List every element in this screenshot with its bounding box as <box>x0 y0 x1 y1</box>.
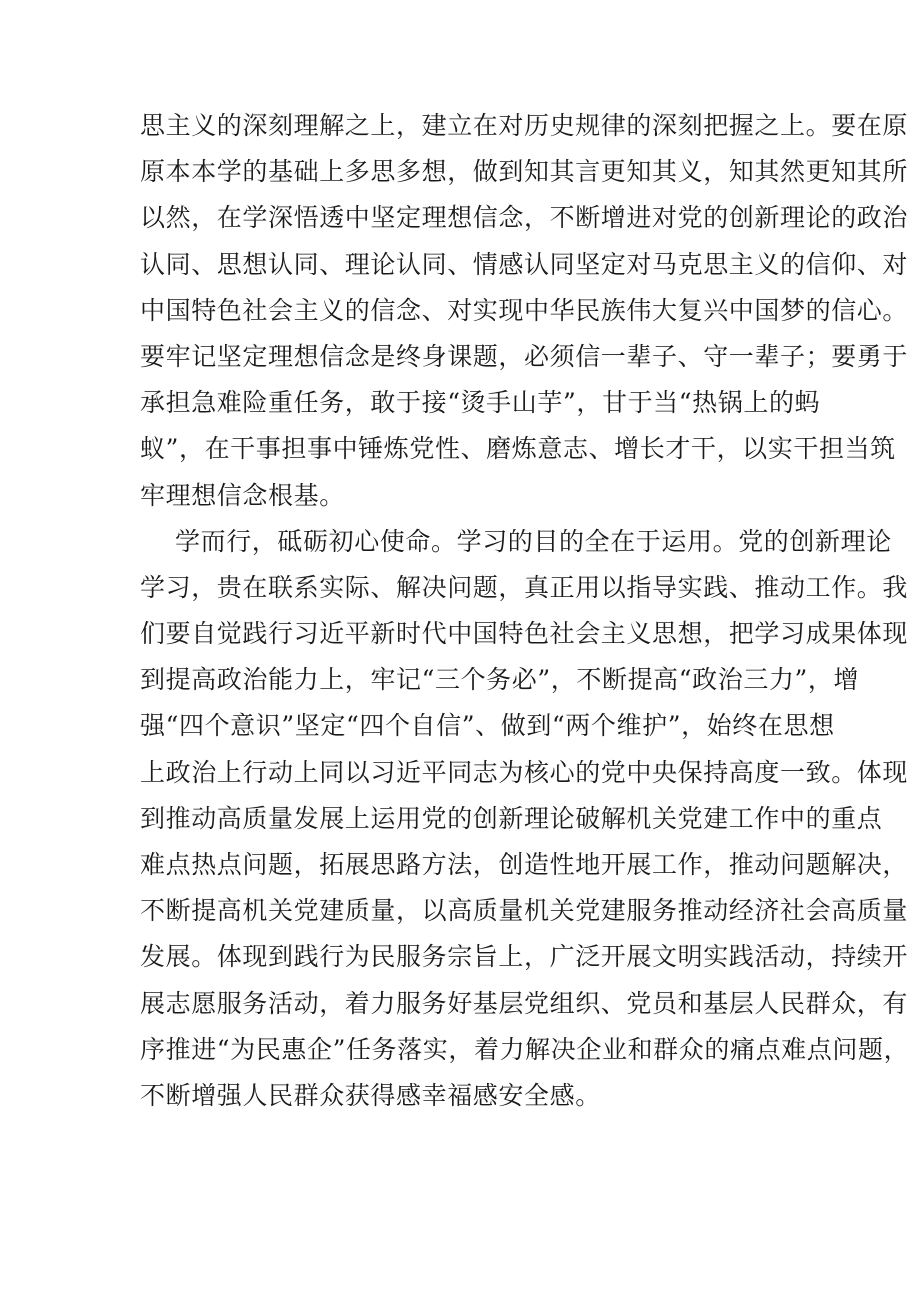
text-line: 以然，在学深悟透中坚定理想信念，不断增进对党的创新理论的政治 <box>140 203 909 233</box>
text-line: 牢理想信念根基。 <box>140 480 345 510</box>
text-line: 发展。体现到践行为民服务宗旨上，广泛开展文明实践活动，持续开 <box>140 942 909 972</box>
paragraph-2 <box>140 519 910 1119</box>
text-line: 上政治上行动上同以习近平同志为核心的党中央保持高度一致。体现 <box>140 757 909 787</box>
text-line: 不断提高机关党建质量，以高质量机关党建服务推动经济社会高质量 <box>140 896 909 926</box>
paragraph-1 <box>140 103 909 519</box>
text-line: 强“四个意识”坚定“四个自信”、做到“两个维护”，始终在思想 <box>140 711 835 741</box>
text-line: 蚁”，在干事担事中锤炼党性、磨炼意志、增长才干，以实干担当筑 <box>140 434 896 464</box>
text-line: 认同、思想认同、理论认同、情感认同坚定对马克思主义的信仰、对 <box>140 249 909 279</box>
text-line: 学而行，砥砺初心使命。学习的目的全在于运用。党的创新理论 <box>175 526 892 556</box>
text-line: 们要自觉践行习近平新时代中国特色社会主义思想，把学习成果体现 <box>140 619 909 649</box>
text-line: 要牢记坚定理想信念是终身课题，必须信一辈子、守一辈子；要勇于 <box>140 341 909 371</box>
text-line: 展志愿服务活动，着力服务好基层党组织、党员和基层人民群众，有 <box>140 988 909 1018</box>
body-text <box>140 103 910 1119</box>
text-line: 原本本学的基础上多思多想，做到知其言更知其义，知其然更知其所 <box>140 157 909 187</box>
text-line: 难点热点问题，拓展思路方法，创造性地开展工作，推动问题解决， <box>140 850 909 879</box>
text-line: 学习，贵在联系实际、解决问题，真正用以指导实践、推动工作。我 <box>140 572 909 602</box>
text-line: 承担急难险重任务，敢于接“烫手山芋”，甘于当“热锅上的蚂 <box>140 388 821 418</box>
text-line: 思主义的深刻理解之上，建立在对历史规律的深刻把握之上。要在原 <box>140 111 909 140</box>
text-line: 到推动高质量发展上运用党的创新理论破解机关党建工作中的重点 <box>140 803 883 833</box>
text-line: 到提高政治能力上，牢记“三个务必”，不断提高“政治三力”，增 <box>140 665 860 695</box>
text-line: 序推进“为民惠企”任务落实，着力解决企业和群众的痛点难点问题， <box>140 1034 910 1064</box>
text-line: 中国特色社会主义的信念、对实现中华民族伟大复兴中国梦的信心。 <box>140 295 909 325</box>
text-line: 不断增强人民群众获得感幸福感安全感。 <box>140 1080 601 1110</box>
